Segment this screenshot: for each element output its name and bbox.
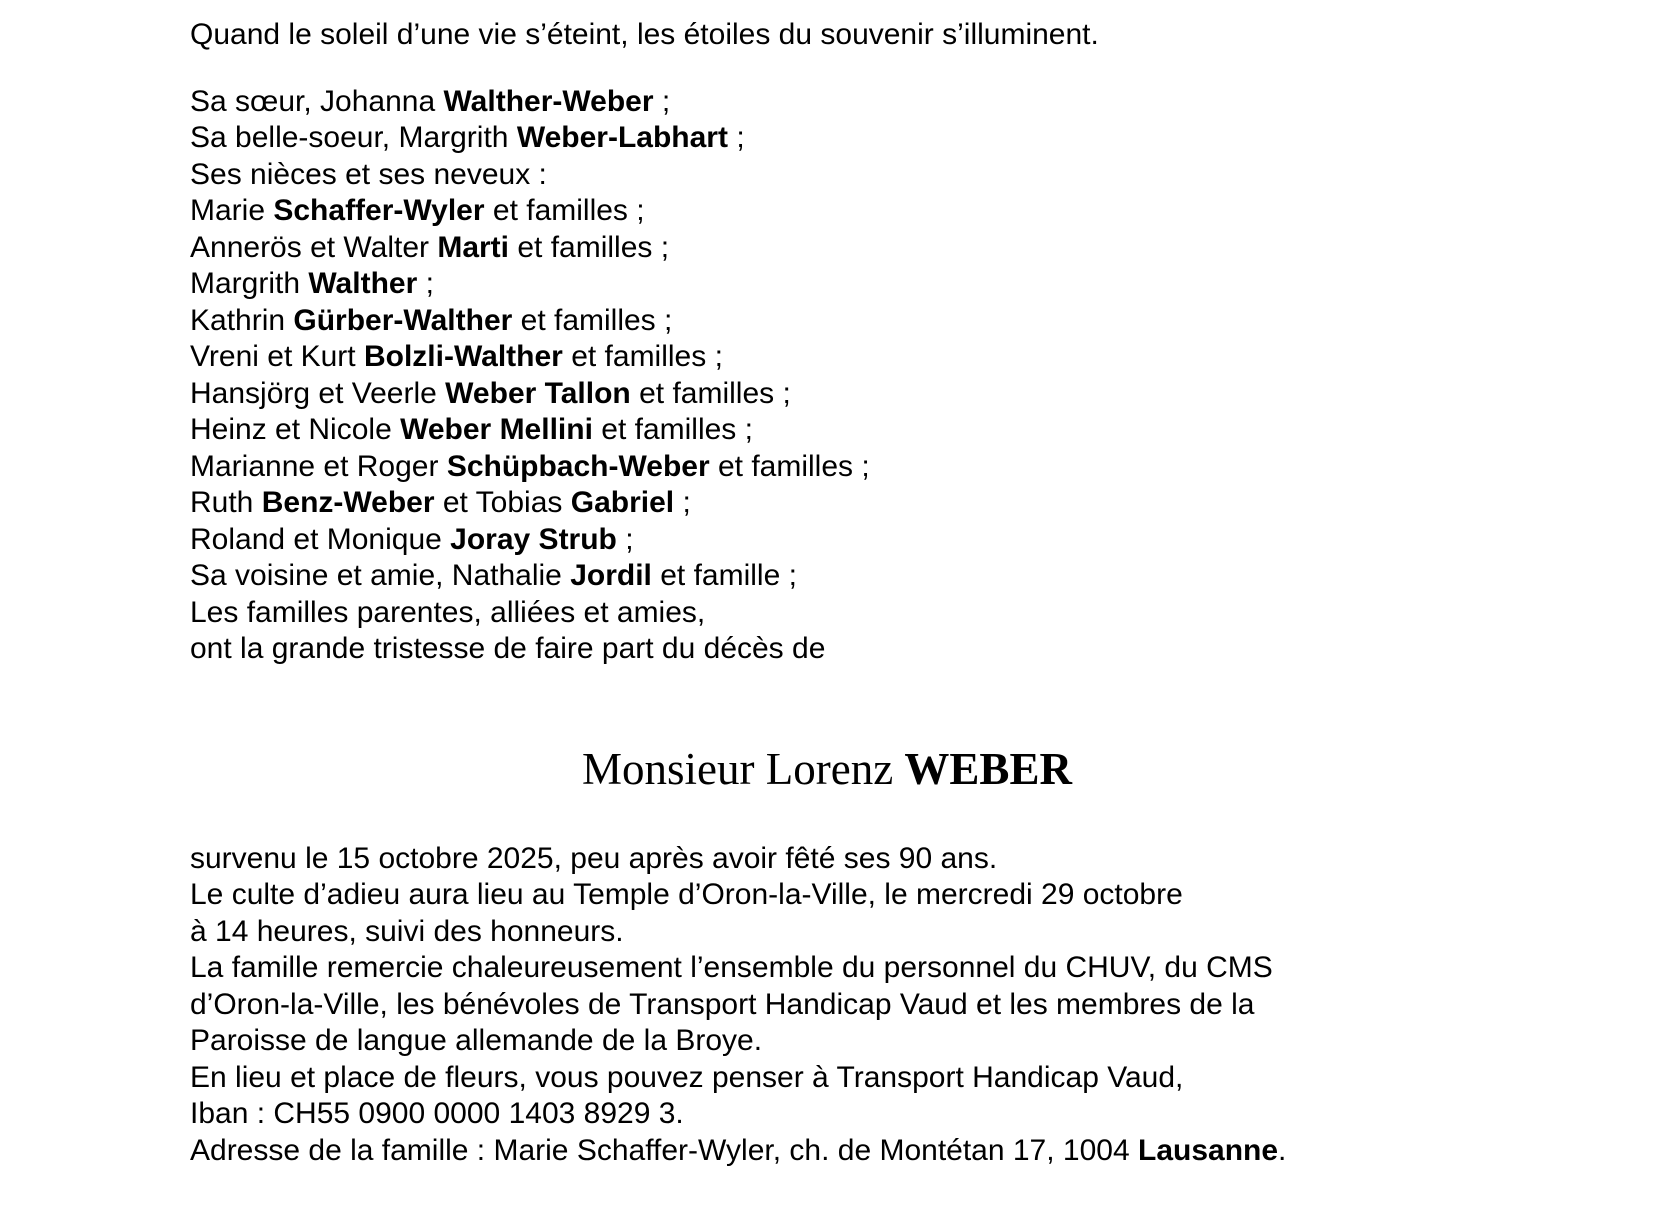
text-line: Roland et Monique Joray Strub ; <box>190 522 634 556</box>
text-line: Sa voisine et amie, Nathalie Jordil et famille ; <box>190 559 797 592</box>
text-line: Sa belle-soeur, Margrith Weber-Labhart ; <box>190 121 745 154</box>
text-line: Kathrin Gürber-Walther et familles ; <box>190 303 673 337</box>
text-line: à 14 heures, suivi des honneurs. <box>190 914 624 948</box>
text-line: En lieu et place de fleurs, vous pouvez penser à Transport Handicap Vaud, <box>190 1060 1184 1094</box>
text-line: Adresse de la famille : Marie Schaffer-Wyler, ch. de Montétan 17, 1004 Lausanne. <box>190 1133 1287 1167</box>
text-line: Heinz et Nicole Weber Mellini et familles ; <box>190 413 753 446</box>
text-line: Ses nièces et ses neveux : <box>190 157 547 191</box>
text-line: Monsieur Lorenz WEBER <box>582 743 1072 794</box>
text-line: Margrith Walther ; <box>190 267 434 300</box>
epigraph-quote <box>190 17 1464 54</box>
text-line: La famille remercie chaleureusement l’ensemble du personnel du CHUV, du CMS <box>190 951 1273 984</box>
text-line: Ruth Benz-Weber et Tobias Gabriel ; <box>190 486 691 519</box>
text-line: ont la grande tristesse de faire part du décès de <box>190 632 826 665</box>
text-line: Le culte d’adieu aura lieu au Temple d’Oron-la-Ville, le mercredi 29 octobre <box>190 878 1183 911</box>
text-line: Quand le soleil d’une vie s’éteint, les étoiles du souvenir s’illuminent. <box>190 18 1099 51</box>
text-line: d’Oron-la-Ville, les bénévoles de Transport Handicap Vaud et les membres de la <box>190 987 1255 1021</box>
text-line: Hansjörg et Veerle Weber Tallon et familles ; <box>190 376 791 410</box>
text-line: survenu le 15 octobre 2025, peu après avoir fêté ses 90 ans. <box>190 841 998 875</box>
funeral-details <box>190 841 1464 1170</box>
text-line: Les familles parentes, alliées et amies, <box>190 595 706 629</box>
text-line: Marie Schaffer-Wyler et familles ; <box>190 194 645 227</box>
text-line: Annerös et Walter Marti et familles ; <box>190 230 670 264</box>
text-line: Vreni et Kurt Bolzli-Walther et familles ; <box>190 340 723 373</box>
family-members-list <box>190 84 1464 668</box>
deceased-name-title <box>190 741 1464 797</box>
text-line: Marianne et Roger Schüpbach-Weber et familles ; <box>190 449 870 483</box>
text-line: Sa sœur, Johanna Walther-Weber ; <box>190 84 671 118</box>
text-line: Paroisse de langue allemande de la Broye. <box>190 1024 763 1057</box>
text-line: Iban : CH55 0900 0000 1403 8929 3. <box>190 1097 684 1130</box>
